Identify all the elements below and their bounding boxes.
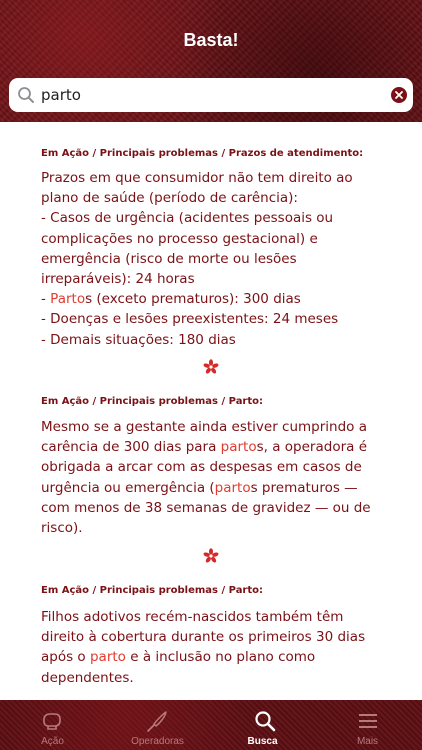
text-line [41,437,401,457]
text-line [41,478,401,498]
app-header [0,0,422,122]
text-line [41,647,401,667]
boxing-glove-icon [40,709,64,733]
text-line [41,269,401,289]
text-segment: irreparáveis): 24 horas [41,271,195,288]
tab-label: Mais [356,736,379,747]
flower-divider-icon [203,548,219,564]
text-segment: urgência ou emergência ( [41,479,215,496]
text-segment: Prazos em que consumidor não tem direito ao [41,170,353,186]
flower-divider-icon [203,359,219,375]
text-segment: com menos de 38 semanas de gravidez — ou de [41,499,371,516]
text-line [41,498,401,518]
text-segment: - Casos de urgência (acidentes pessoais ou [41,210,334,227]
text-segment: - Doenças e lesões preexistentes: 24 meses [41,311,339,328]
text-line [41,229,401,249]
text-segment: complicações no processo gestacional) e [41,230,318,247]
text-line [41,289,401,309]
text-segment: s (exceto prematuros): 300 dias [85,291,301,308]
menu-lines-icon [356,709,380,733]
scalpel-icon [145,709,169,733]
text-segment: após o [41,649,90,666]
clear-search-icon[interactable] [391,87,407,103]
search-icon [17,86,35,104]
result-path: Em Ação / Principais problemas / Parto: [41,396,264,407]
search-match-highlight: parto [220,439,257,456]
text-segment: plano de saúde (período de carência): [41,190,298,207]
text-line [41,457,401,477]
tab-label: Operadoras [131,736,184,747]
text-segment: emergência (risco de morte ou lesões [41,250,297,267]
text-line [41,208,401,228]
text-segment: dependentes. [41,669,134,686]
result-text [41,168,401,350]
text-line [41,518,401,538]
text-segment: - Demais situações: 180 dias [41,331,236,348]
result-text [41,607,401,688]
tab-label: Busca [247,736,278,747]
tab-label: Ação [41,736,64,747]
tab-mais[interactable] [315,700,420,750]
search-match-highlight: parto [89,649,126,666]
text-segment: carência de 300 dias para [41,439,221,456]
text-line [41,417,401,437]
text-segment: Mesmo se a gestante ainda estiver cumprindo a [41,419,367,435]
result-text [41,417,401,538]
text-segment: obrigada a arcar com as despesas em casos de [41,459,362,476]
tab-acao[interactable] [0,700,105,750]
search-match-highlight: Parto [50,291,86,308]
text-segment: risco). [41,520,83,537]
search-results[interactable] [0,122,422,700]
search-icon [253,709,277,733]
text-segment: s, a operadora é [256,439,367,456]
tab-operadoras[interactable] [105,700,210,750]
search-input[interactable] [41,83,371,107]
text-segment: e à inclusão no plano como [125,649,316,666]
search-bar[interactable] [9,78,413,112]
text-segment: - [41,291,51,308]
search-match-highlight: parto [214,479,251,496]
text-line [41,168,401,188]
text-segment: s prematuros — [250,479,358,496]
tab-bar [0,700,422,750]
text-line [41,309,401,329]
text-line [41,188,401,208]
text-line [41,330,401,350]
tab-busca[interactable] [210,700,315,750]
text-line [41,249,401,269]
text-line [41,607,401,627]
text-segment: Filhos adotivos recém-nascidos também têm [41,609,344,625]
result-path: Em Ação / Principais problemas / Prazos de atendimento: [41,148,364,159]
result-path: Em Ação / Principais problemas / Parto: [41,585,264,596]
text-line [41,668,401,688]
text-segment: direito à cobertura durante os primeiros 30 dias [41,629,366,646]
page-title: Basta! [183,30,239,50]
text-line [41,627,401,647]
